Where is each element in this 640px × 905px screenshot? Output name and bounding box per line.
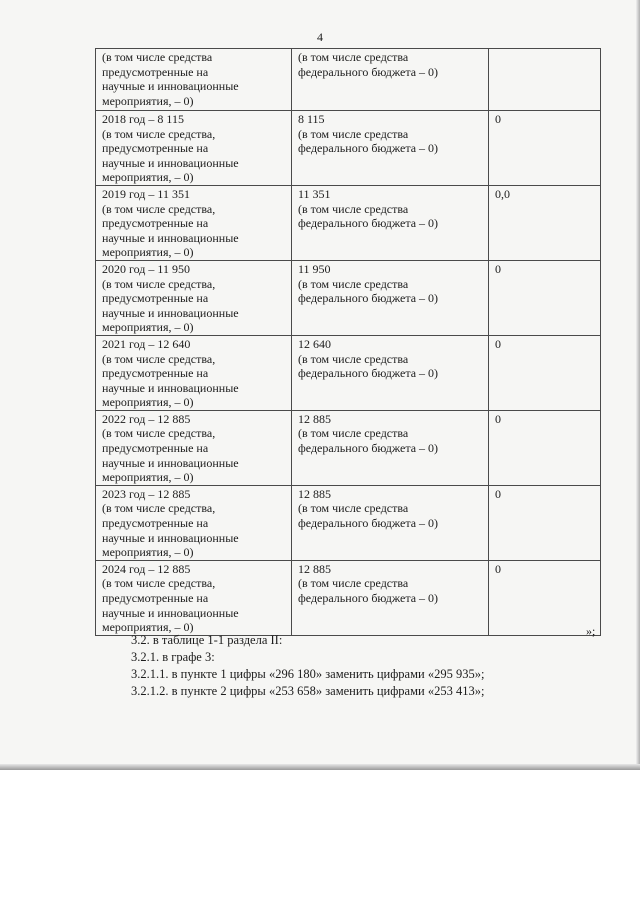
- table-row: [96, 410, 601, 485]
- table-cell-total: 2021 год – 12 640 (в том числе средства, предусмотренные на научные и инновационные мероприятия, – 0): [96, 335, 292, 410]
- table-cell-other: 0: [489, 335, 601, 410]
- amendment-line: 3.2.1.2. в пункте 2 цифры «253 658» заменить цифрами «253 413»;: [131, 684, 485, 698]
- table-cell-federal: 11 950 (в том числе средства федерального бюджета – 0): [292, 260, 489, 335]
- table-cell-other: 0: [489, 485, 601, 560]
- funding-table: [95, 48, 601, 636]
- amendment-line: 3.2.1. в графе 3:: [131, 650, 215, 664]
- table-cell-total: 2019 год – 11 351 (в том числе средства, предусмотренные на научные и инновационные мероприятия, – 0): [96, 185, 292, 260]
- table-cell-total: 2022 год – 12 885 (в том числе средства, предусмотренные на научные и инновационные мероприятия, – 0): [96, 410, 292, 485]
- table-row: [96, 49, 601, 111]
- table-cell-total: 2023 год – 12 885 (в том числе средства, предусмотренные на научные и инновационные мероприятия, – 0): [96, 485, 292, 560]
- table-cell-other: 0: [489, 560, 601, 635]
- table-row: [96, 185, 601, 260]
- table-cell-total: (в том числе средства предусмотренные на научные и инновационные мероприятия, – 0): [96, 49, 292, 111]
- table-cell-other: 0: [489, 260, 601, 335]
- page-number: 4: [317, 30, 323, 44]
- table-row: [96, 560, 601, 635]
- table-cell-federal: 12 640 (в том числе средства федерального бюджета – 0): [292, 335, 489, 410]
- table-row: [96, 111, 601, 186]
- table-cell-other: [489, 49, 601, 111]
- table-cell-federal: 12 885 (в том числе средства федерального бюджета – 0): [292, 410, 489, 485]
- table-cell-total: 2020 год – 11 950 (в том числе средства, предусмотренные на научные и инновационные мероприятия, – 0): [96, 260, 292, 335]
- table-cell-federal: (в том числе средства федерального бюджета – 0): [292, 49, 489, 111]
- table-row: [96, 335, 601, 410]
- table-cell-federal: 11 351 (в том числе средства федерального бюджета – 0): [292, 185, 489, 260]
- table-cell-federal: 12 885 (в том числе средства федерального бюджета – 0): [292, 560, 489, 635]
- table-row: [96, 485, 601, 560]
- table-cell-other: 0: [489, 111, 601, 186]
- table-row: [96, 260, 601, 335]
- table-cell-other: 0,0: [489, 185, 601, 260]
- table-cell-total: 2018 год – 8 115 (в том числе средства, предусмотренные на научные и инновационные мероприятия, – 0): [96, 111, 292, 186]
- table-cell-federal: 8 115 (в том числе средства федерального бюджета – 0): [292, 111, 489, 186]
- amendment-line: 3.2. в таблице 1-1 раздела II:: [131, 633, 283, 647]
- table-cell-federal: 12 885 (в том числе средства федерального бюджета – 0): [292, 485, 489, 560]
- table-cell-total: 2024 год – 12 885 (в том числе средства, предусмотренные на научные и инновационные мероприятия, – 0): [96, 560, 292, 635]
- amendment-line: 3.2.1.1. в пункте 1 цифры «296 180» заменить цифрами «295 935»;: [131, 667, 485, 681]
- page-edge-shadow: [636, 0, 640, 768]
- page-bottom-edge: [0, 764, 640, 770]
- table-cell-other: 0: [489, 410, 601, 485]
- closing-quote: »;: [586, 624, 596, 638]
